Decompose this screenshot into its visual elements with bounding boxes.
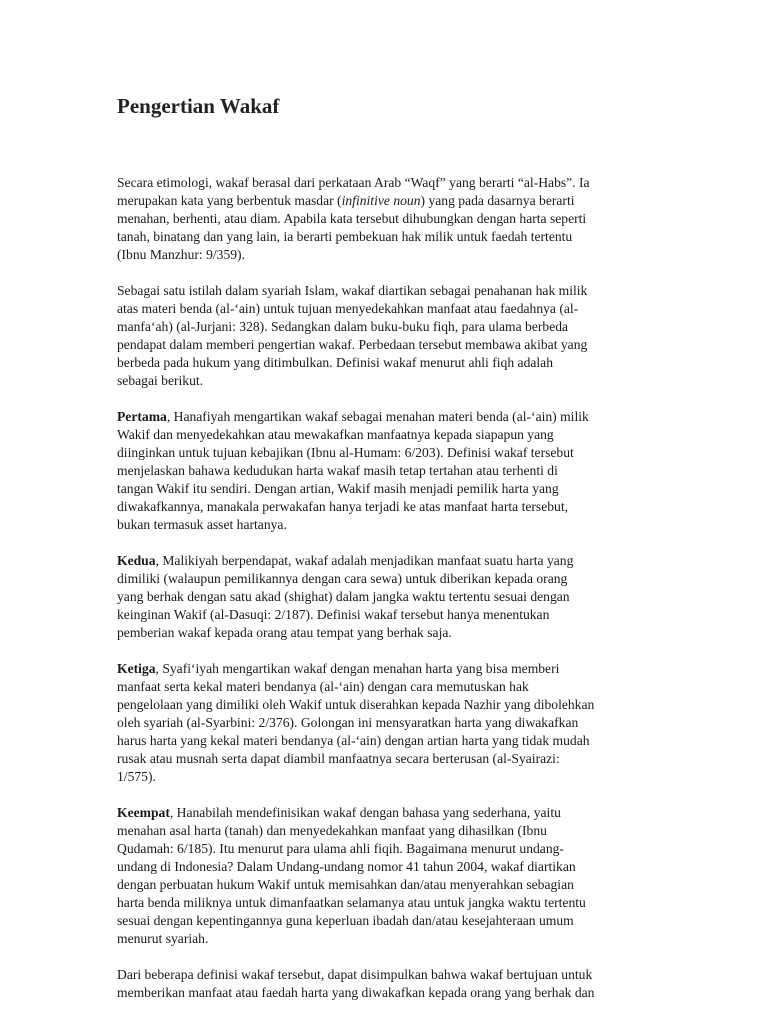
text-line [117, 372, 657, 390]
bold-term: Keempat [117, 805, 170, 820]
text-segment: menahan, berhenti, atau diam. Apabila kata tersebut dihubungkan dengan harta seperti [117, 211, 587, 226]
text-line [117, 210, 657, 228]
text-segment: menjelaskan bahawa kedudukan harta wakaf masih tetap tertahan atau terhenti di [117, 463, 558, 478]
text-segment: Dari beberapa definisi wakaf tersebut, dapat disimpulkan bahwa wakaf bertujuan untuk [117, 967, 593, 982]
text-line [117, 336, 657, 354]
text-line [117, 912, 657, 930]
text-segment: Wakif dan menyedekahkan atau mewakafkan manfaatnya kepada siapapun yang [117, 427, 554, 442]
text-segment: manfa‘ah) (al-Jurjani: 328). Sedangkan dalam buku-buku fiqh, para ulama berbeda [117, 319, 569, 334]
text-line [117, 930, 657, 948]
text-line [117, 858, 657, 876]
text-line [117, 678, 657, 696]
text-segment: pemberian wakaf kepada orang atau tempat yang berhak saja. [117, 625, 452, 640]
text-segment: undang di Indonesia? Dalam Undang-undang nomor 41 tahun 2004, wakaf diartikan [117, 859, 576, 874]
text-segment: , Malikiyah berpendapat, wakaf adalah menjadikan manfaat suatu harta yang [155, 553, 574, 568]
text-segment: dengan perbuatan hukum Wakif untuk memisahkan dan/atau menyerahkan sebagian [117, 877, 574, 892]
text-segment: ) yang pada dasarnya berarti [420, 193, 575, 208]
text-segment: diwakafkannya, manakala perwakafan hanya terjadi ke atas manfaat harta tersebut, [117, 499, 569, 514]
text-line [117, 444, 657, 462]
text-segment: diinginkan untuk tujuan kebajikan (Ibnu al-Humam: 6/203). Definisi wakaf tersebut [117, 445, 574, 460]
text-segment: pengelolaan yang dimiliki oleh Wakif untuk diserahkan kepada Nazhir yang dibolehkan [117, 697, 595, 712]
text-line [117, 768, 657, 786]
paragraph [117, 804, 657, 948]
text-line [117, 570, 657, 588]
text-segment: rusak atau musnah serta dapat diambil manfaatnya secara berterusan (al-Syairazi: [117, 751, 560, 766]
text-line [117, 624, 657, 642]
paragraph [117, 174, 657, 264]
text-line [117, 984, 657, 1002]
text-line [117, 516, 657, 534]
text-segment: manfaat serta kekal materi bendanya (al-‘ain) dengan cara memutuskan hak [117, 679, 529, 694]
paragraph [117, 408, 657, 534]
text-segment: bukan termasuk asset hartanya. [117, 517, 287, 532]
bold-term: Kedua [117, 553, 156, 568]
text-segment: , Hanafiyah mengartikan wakaf sebagai menahan materi benda (al-‘ain) milik [166, 409, 589, 424]
italic-term: infinitive noun [341, 193, 421, 208]
text-line [117, 876, 657, 894]
text-segment: tangan Wakif itu sendiri. Dengan artian, Wakif masih menjadi pemilik harta yang [117, 481, 559, 496]
text-line [117, 588, 657, 606]
text-line [117, 246, 657, 264]
text-segment: dimiliki (walaupun pemilikannya dengan cara sewa) untuk diberikan kepada orang [117, 571, 568, 586]
text-line [117, 660, 657, 678]
text-segment: sebagai berikut. [117, 373, 204, 388]
text-line [117, 696, 657, 714]
document-body [117, 174, 657, 1020]
paragraph [117, 552, 657, 642]
paragraph [117, 282, 657, 390]
text-segment: keinginan Wakif (al-Dasuqi: 2/187). Definisi wakaf tersebut hanya menentukan [117, 607, 550, 622]
text-segment: harta benda miliknya untuk dimanfaatkan selamanya atau untuk jangka waktu tertentu [117, 895, 586, 910]
text-line [117, 192, 657, 210]
text-segment: (Ibnu Manzhur: 9/359). [117, 247, 245, 262]
text-segment: menahan asal harta (tanah) dan menyedekahkan manfaat yang dihasilkan (Ibnu [117, 823, 547, 838]
text-segment: pendapat dalam memberi pengertian wakaf. Perbedaan tersebut membawa akibat yang [117, 337, 588, 352]
text-segment: , Hanabilah mendefinisikan wakaf dengan bahasa yang sederhana, yaitu [169, 805, 561, 820]
text-line [117, 498, 657, 516]
text-line [117, 966, 657, 984]
text-line [117, 174, 657, 192]
text-line [117, 426, 657, 444]
text-segment: , Syafi‘iyah mengartikan wakaf dengan menahan harta yang bisa memberi [155, 661, 560, 676]
text-line [117, 606, 657, 624]
text-line [117, 318, 657, 336]
text-segment: Secara etimologi, wakaf berasal dari perkataan Arab “Waqf” yang berarti “al-Habs”. Ia [117, 175, 590, 190]
text-segment: berbeda pada hukum yang ditimbulkan. Definisi wakaf menurut ahli fiqh adalah [117, 355, 554, 370]
paragraph [117, 660, 657, 786]
text-line [117, 282, 657, 300]
text-segment: menurut syariah. [117, 931, 209, 946]
text-segment: sesuai dengan kepentingannya guna keperluan ibadah dan/atau kesejahteraan umum [117, 913, 574, 928]
text-line [117, 822, 657, 840]
text-segment: atas materi benda (al-‘ain) untuk tujuan menyedekahkan manfaat atau faedahnya (al- [117, 301, 579, 316]
text-line [117, 714, 657, 732]
bold-term: Ketiga [117, 661, 156, 676]
paragraph [117, 966, 657, 1002]
text-segment: oleh syariah (al-Syarbini: 2/376). Golongan ini mensyaratkan harta yang diwakafkan [117, 715, 579, 730]
text-segment: 1/575). [117, 769, 156, 784]
text-line [117, 354, 657, 372]
text-line [117, 894, 657, 912]
text-segment: harus harta yang kekal materi bendanya (al-‘ain) dengan artian harta yang tidak mudah [117, 733, 590, 748]
text-segment: Qudamah: 6/185). Itu menurut para ulama ahli fiqih. Bagaimana menurut undang- [117, 841, 564, 856]
text-line [117, 750, 657, 768]
text-line [117, 480, 657, 498]
text-line [117, 300, 657, 318]
text-line [117, 228, 657, 246]
text-line [117, 840, 657, 858]
text-line [117, 804, 657, 822]
text-line [117, 408, 657, 426]
text-segment: merupakan kata yang berbentuk masdar ( [117, 193, 342, 208]
text-segment: memberikan manfaat atau faedah harta yang diwakafkan kepada orang yang berhak dan [117, 985, 595, 1000]
text-line [117, 462, 657, 480]
bold-term: Pertama [117, 409, 167, 424]
document-title: Pengertian Wakaf [117, 94, 280, 118]
text-segment: tanah, binatang dan yang lain, ia berarti pembekuan hak milik untuk faedah tertentu [117, 229, 573, 244]
text-segment: yang berhak dengan satu akad (shighat) dalam jangka waktu tertentu sesuai dengan [117, 589, 570, 604]
text-line [117, 732, 657, 750]
text-segment: Sebagai satu istilah dalam syariah Islam, wakaf diartikan sebagai penahanan hak milik [117, 283, 588, 298]
text-line [117, 552, 657, 570]
